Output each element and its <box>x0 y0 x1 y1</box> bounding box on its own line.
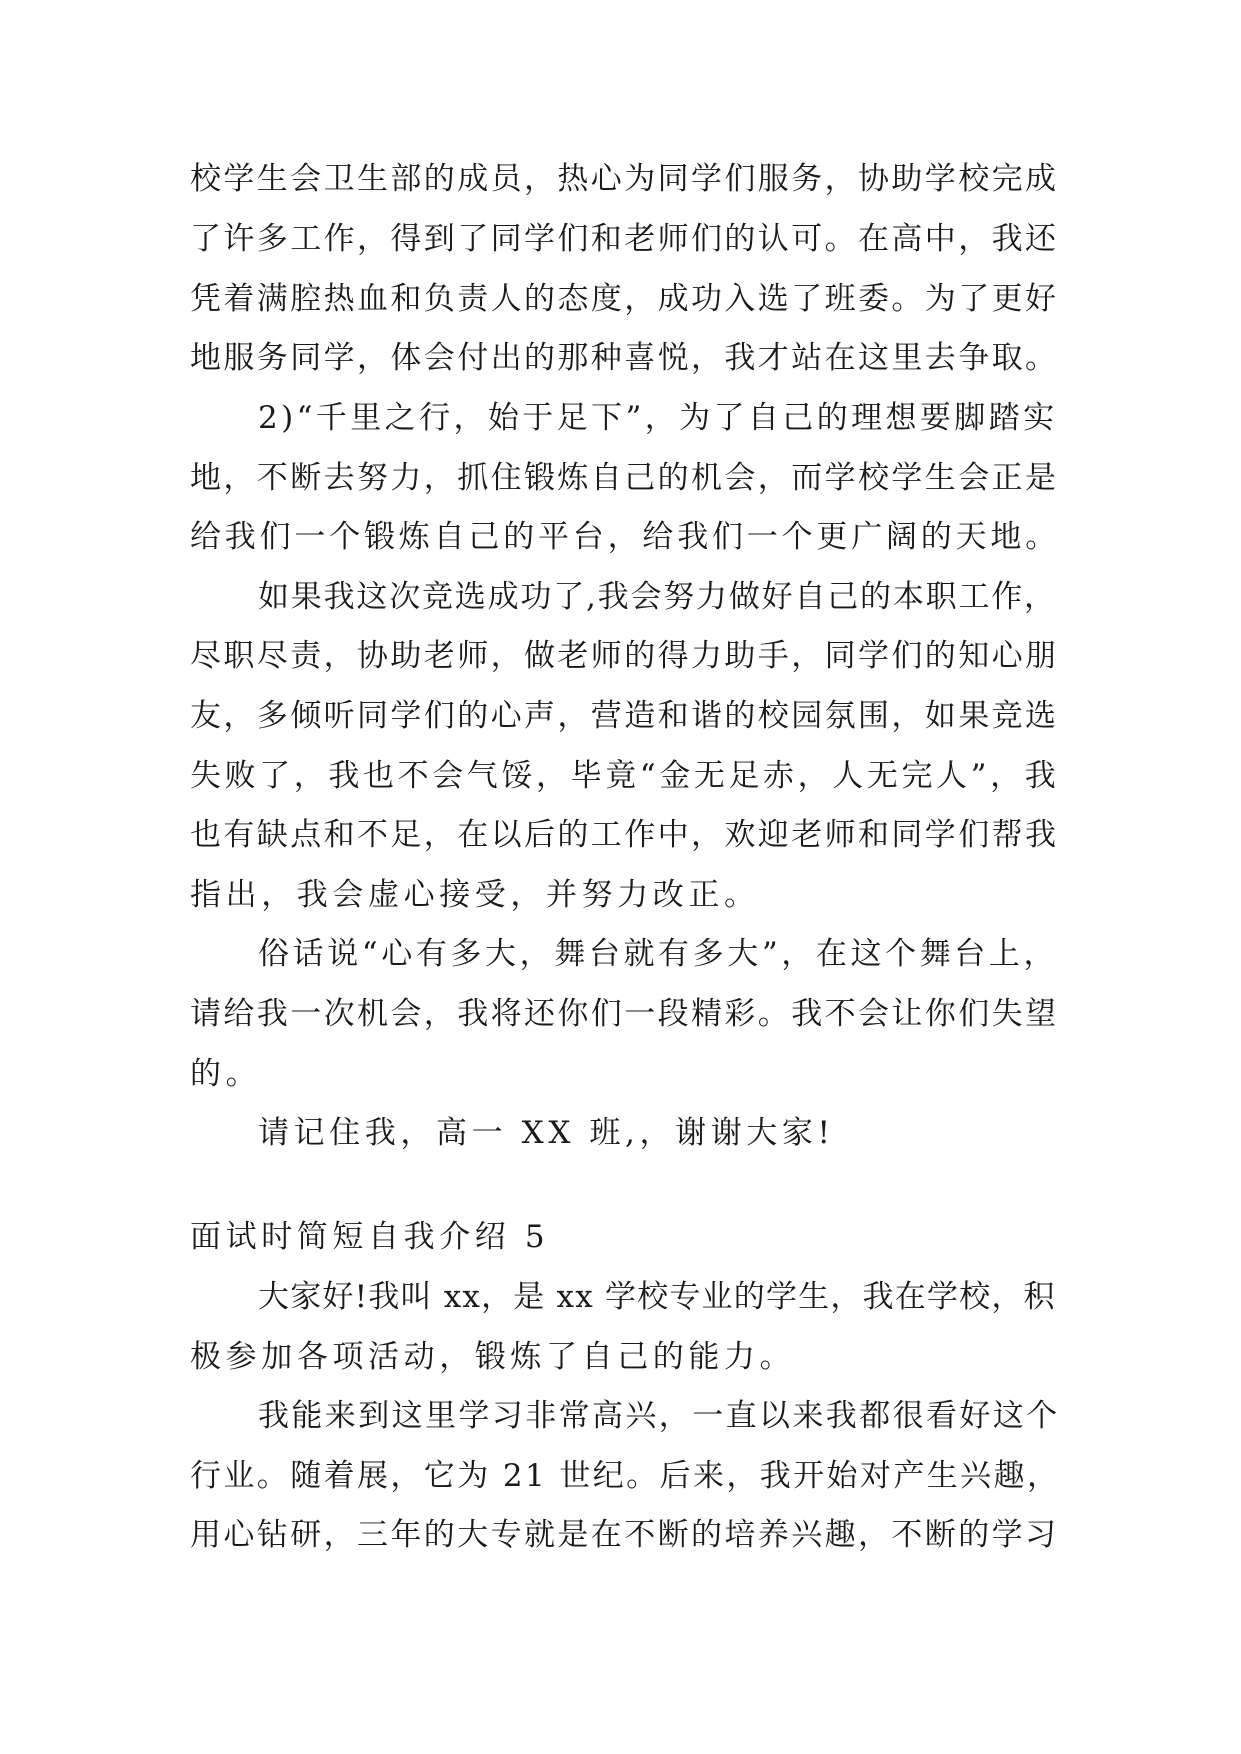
text-line: 地服务同学，体会付出的那种喜悦，我才站在这里去争取。 <box>190 340 1059 376</box>
text-line: 行业。随着展，它为 21 世纪。后来，我开始对产生兴趣， <box>190 1458 1061 1494</box>
text-line: 俗话说“心有多大，舞台就有多大”，在这个舞台上， <box>258 936 1059 972</box>
text-line: 请给我一次机会，我将还你们一段精彩。我不会让你们失望 <box>190 996 1059 1032</box>
text-line: 给我们一个锻炼自己的平台，给我们一个更广阔的天地。 <box>190 519 1060 555</box>
text-line: 尽职尽责，协助老师，做老师的得力助手，同学们的知心朋 <box>190 638 1059 674</box>
text-line: 大家好!我叫 xx，是 xx 学校专业的学生，我在学校，积 <box>258 1279 1056 1315</box>
text-line: 极参加各项活动，锻炼了自己的能力。 <box>190 1339 796 1375</box>
text-line: 校学生会卫生部的成员，热心为同学们服务，协助学校完成 <box>190 161 1059 197</box>
text-line: 指出，我会虚心接受，并努力改正。 <box>190 877 760 913</box>
text-line: 的。 <box>190 1056 262 1092</box>
text-line: 了许多工作，得到了同学们和老师们的认可。在高中，我还 <box>190 221 1059 257</box>
text-line: 凭着满腔热血和负责人的态度，成功入选了班委。为了更好 <box>190 281 1059 317</box>
text-line: 也有缺点和不足，在以后的工作中，欢迎老师和同学们帮我 <box>190 817 1059 853</box>
text-line: 失败了，我也不会气馁，毕竟“金无足赤，人无完人”，我 <box>190 758 1060 794</box>
text-line: 请记住我，高一 XX 班,，谢谢大家! <box>258 1115 835 1151</box>
section-heading: 面试时简短自我介绍 5 <box>190 1219 550 1255</box>
text-line: 我能来到这里学习非常高兴，一直以来我都很看好这个 <box>258 1398 1060 1434</box>
text-line: 友，多倾听同学们的心声，营造和谐的校园氛围，如果竞选 <box>190 698 1059 734</box>
text-line: 如果我这次竞选成功了,我会努力做好自己的本职工作， <box>258 579 1057 615</box>
text-line: 2)“千里之行，始于足下”，为了自己的理想要脚踏实 <box>258 400 1058 436</box>
text-line: 地，不断去努力，抓住锻炼自己的机会，而学校学生会正是 <box>190 460 1059 496</box>
text-line: 用心钻研，三年的大专就是在不断的培养兴趣，不断的学习 <box>190 1517 1059 1553</box>
